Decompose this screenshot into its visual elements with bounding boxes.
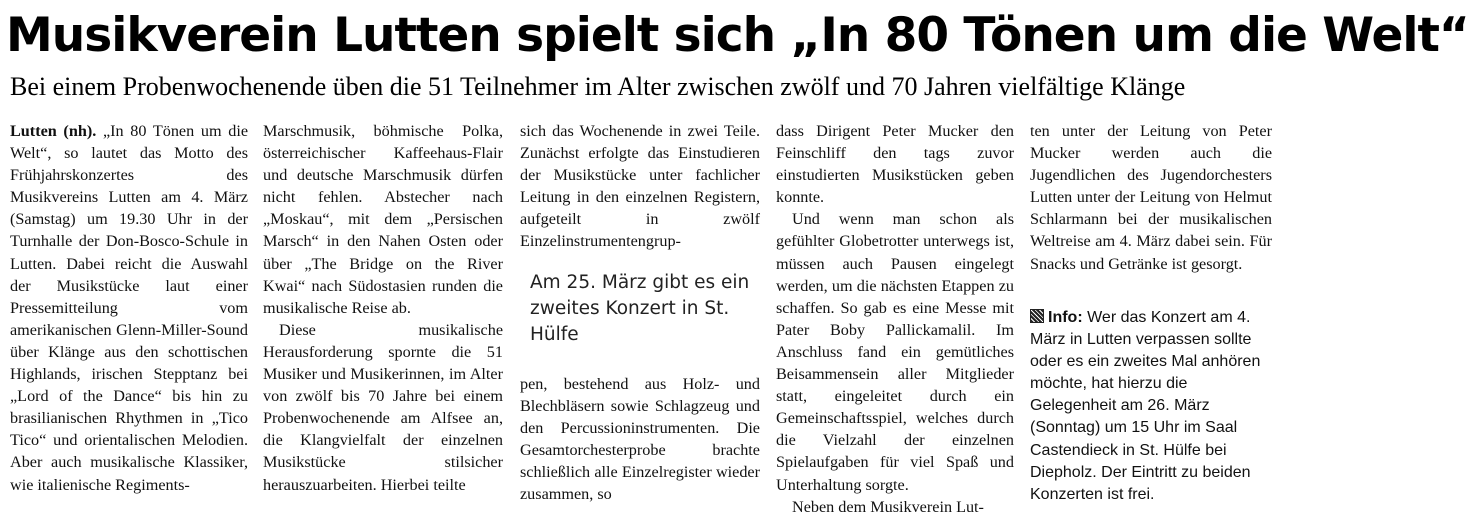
page-headline: Musikverein Lutten spielt sich „In 80 Tönen um die Welt“ xyxy=(6,8,1469,63)
body-paragraph: Und wenn man schon als gefühlter Globetrotter unterwegs ist, müssen auch Pausen eingelegt werden, um die nächsten Etappen zu schaffen. So gab es eine Messe mit Pater Boby Pallickamalil. Im Anschluss fand ein gemütliches Beisammensein aller Mitglieder statt, eingeleitet durch ein Gemeinschaftsspiel, welches durch die Vielzahl der einzelnen Spielaufgaben für viel Spaß und Unterhaltung sorgte. xyxy=(776,210,1014,494)
body-paragraph xyxy=(10,120,248,496)
body-paragraph: pen, bestehend aus Holz- und Blechbläsern sowie Schlagzeug und den Percussioninstrumenten. Die Gesamtorchesterprobe brachte schließlich alle Einzelregister wieder zusammen, so xyxy=(520,375,760,504)
column-2 xyxy=(263,120,503,496)
body-paragraph: Neben dem Musikverein Lut- xyxy=(792,497,984,516)
column-5 xyxy=(1030,120,1272,275)
column-3-bottom xyxy=(520,373,760,506)
body-text: „In 80 Tönen um die Welt“, so lautet das Motto des Frühjahrskonzertes des Musikvereins Lutten am 4. März (Samstag) um 19.30 Uhr in der Turnhalle der Don-Bosco-Schule in Lutten. Dabei reicht die Auswahl der Musikstücke laut einer Pressemitteilung vom amerikanischen Glenn-Miller-Sound über Klänge aus den schottischen Highlands, irischen Stepptanz bei „Lord of the Dance“ bis hin zu brasilianischen Rhythmen in „Tico Tico“ und orientalischen Melodien. Aber auch musikalische Klassiker, wie italienische Regiments- xyxy=(10,122,248,494)
page-subheadline: Bei einem Probenwochenende üben die 51 Teilnehmer im Alter zwischen zwölf und 70 Jahren vielfältige Klänge xyxy=(10,72,1186,101)
info-icon xyxy=(1030,309,1044,323)
body-paragraph: sich das Wochenende in zwei Teile. Zunächst erfolgte das Einstudieren der Musikstücke unter fachlicher Leitung in den einzelnen Registern, aufgeteilt in zwölf Einzelinstrumentengrup- xyxy=(520,122,760,251)
body-paragraph: dass Dirigent Peter Mucker den Feinschliff den tags zuvor einstudierten Musikstücken geben konnte. xyxy=(776,122,1014,207)
body-paragraph: ten unter der Leitung von Peter Mucker werden auch die Jugendlichen des Jugendorchesters Lutten unter der Leitung von Helmut Schlarmann bei der musikalischen Weltreise am 4. März dabei sein. Für Snacks und Getränke ist gesorgt. xyxy=(1030,122,1272,273)
pull-quote: Am 25. März gibt es ein zweites Konzert in St. Hülfe xyxy=(530,272,750,345)
column-4 xyxy=(776,120,1014,518)
body-paragraph: Marschmusik, böhmische Polka, österreichischer Kaffeehaus-Flair und deutsche Marschmusik dürfen nicht fehlen. Abstecher nach „Moskau“, mit dem „Persischen Marsch“ in den Nahen Osten oder über „The Bridge on the River Kwai“ nach Südostasien runden die musikalische Reise ab. xyxy=(263,122,503,317)
info-box xyxy=(1030,307,1272,506)
info-label: Info: xyxy=(1048,309,1083,326)
column-3-top xyxy=(520,120,760,253)
body-paragraph: Diese musikalische Herausforderung spornte die 51 Musiker und Musikerinnen, im Alter von zwölf bis 70 Jahre bei einem Probenwochenende am Alfsee an, die Klangvielfalt der einzelnen Musikstücke stilsicher herauszuarbeiten. Hierbei teilte xyxy=(263,320,503,494)
column-1 xyxy=(10,120,248,496)
info-text: Wer das Konzert am 4. März in Lutten verpassen sollte oder es ein zweites Mal anhören möchte, hat hierzu die Gelegenheit am 26. März (Sonntag) um 15 Uhr im Saal Castendieck in St. Hülfe bei Diepholz. Der Eintritt zu beiden Konzerten ist frei. xyxy=(1030,309,1261,503)
dateline: Lutten (nh). xyxy=(10,122,97,140)
